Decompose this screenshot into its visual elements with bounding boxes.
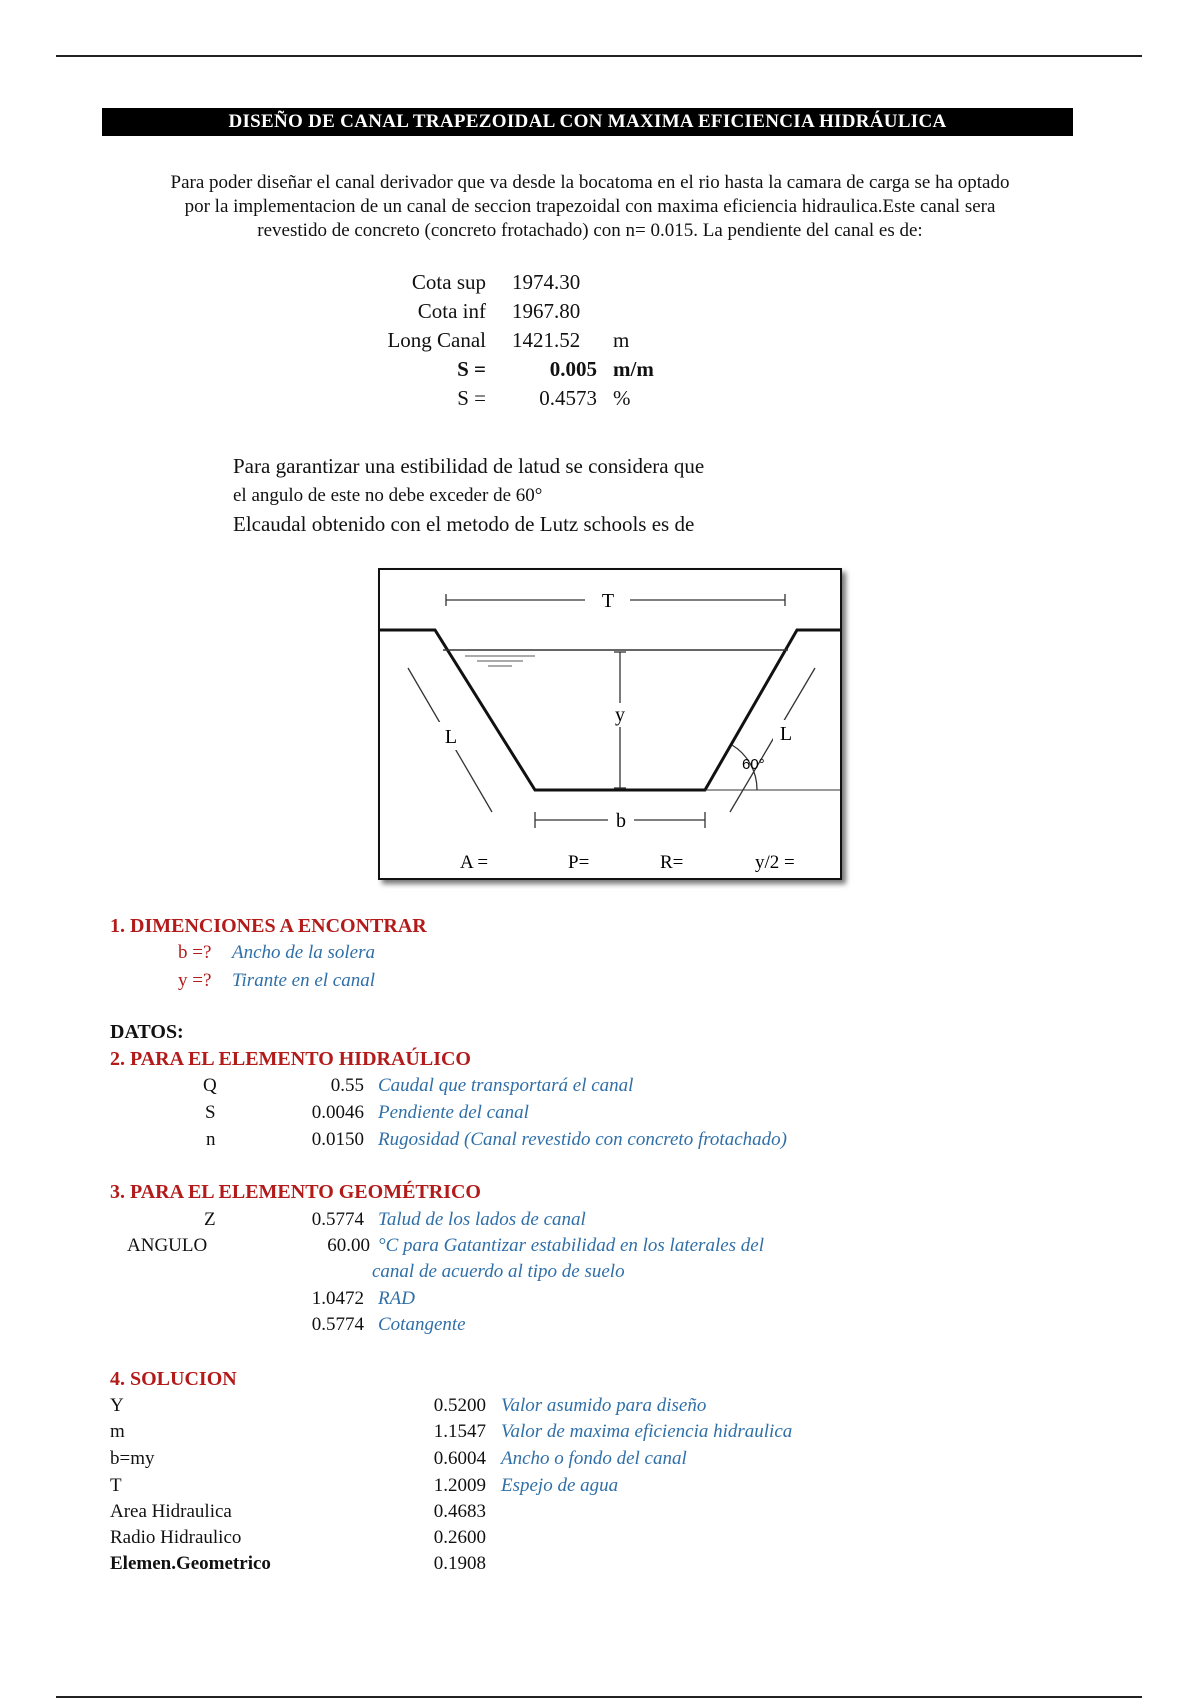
slope-label: Long Canal [387, 328, 486, 352]
param-value: 0.0150 [311, 1129, 364, 1150]
param-label: S [205, 1102, 216, 1123]
label-y: y [615, 704, 625, 726]
param-value: 1.0472 [311, 1288, 364, 1309]
section-3-heading: 3. PARA EL ELEMENTO GEOMÉTRICO [110, 1181, 481, 1203]
param-label: ANGULO [127, 1235, 208, 1256]
param-value: 0.5774 [311, 1209, 364, 1230]
intro-paragraph [110, 171, 1070, 243]
unknown-label: b =? [178, 942, 212, 963]
param-desc: canal de acuerdo al tipo de suelo [372, 1261, 625, 1282]
section-2-heading: 2. PARA EL ELEMENTO HIDRAÚLICO [110, 1048, 471, 1070]
param-desc: Talud de los lados de canal [378, 1209, 586, 1230]
slope-label: Cota inf [417, 299, 486, 323]
solution-label: Y [110, 1395, 124, 1416]
param-desc: Pendiente del canal [378, 1102, 529, 1123]
note-line: Elcaudal obtenido con el metodo de Lutz schools es de [233, 512, 695, 536]
slope-value: 0.005 [549, 357, 597, 381]
solution-desc: Espejo de agua [501, 1475, 619, 1496]
unknown-desc: Ancho de la solera [232, 942, 376, 963]
datos-label: DATOS: [110, 1021, 184, 1043]
param-value: 0.5774 [311, 1314, 364, 1335]
param-label: Q [203, 1075, 217, 1096]
slope-label: S = [457, 386, 486, 410]
bottom-rule [56, 1696, 1142, 1698]
slope-value: 1974.30 [512, 270, 581, 294]
slope-unit: m/m [613, 357, 654, 381]
solution-label: T [110, 1475, 122, 1496]
document-title: DISEÑO DE CANAL TRAPEZOIDAL CON MAXIMA EFICIENCIA HIDRÁULICA [102, 108, 1073, 136]
param-desc: RAD [378, 1288, 415, 1309]
slope-value: 1421.52 [512, 328, 581, 352]
solution-value: 0.2600 [433, 1527, 486, 1548]
param-desc: Cotangente [378, 1314, 466, 1335]
param-desc: °C para Gatantizar estabilidad en los laterales del [378, 1235, 765, 1256]
slope-unit: m [613, 328, 630, 352]
intro-line: Para poder diseñar el canal derivador que va desde la bocatoma en el rio hasta la camara de carga se ha optado [170, 172, 1010, 193]
slope-label: Cota sup [411, 270, 486, 294]
solution-label: Elemen.Geometrico [110, 1553, 271, 1574]
solution-desc: Ancho o fondo del canal [501, 1448, 687, 1469]
solution-value: 0.1908 [433, 1553, 486, 1574]
formula-area: A = [460, 852, 489, 873]
param-value: 0.0046 [311, 1102, 364, 1123]
unknown-label: y =? [178, 970, 212, 991]
section-1-heading: 1. DIMENCIONES A ENCONTRAR [110, 915, 427, 937]
solution-label: b=my [110, 1448, 155, 1469]
param-desc: Caudal que transportará el canal [378, 1075, 634, 1096]
solution-value: 0.4683 [433, 1501, 486, 1522]
solution-value: 0.5200 [433, 1395, 486, 1416]
section-4-heading: 4. SOLUCION [110, 1368, 237, 1390]
top-rule [56, 55, 1142, 57]
unknown-desc: Tirante en el canal [232, 970, 376, 991]
formula-radius: R= [660, 852, 684, 873]
solution-desc: Valor de maxima eficiencia hidraulica [501, 1421, 793, 1442]
slope-unit: % [613, 386, 631, 410]
slope-label: S = [457, 357, 486, 381]
formula-perimeter: P= [568, 852, 590, 873]
label-b: b [616, 810, 626, 832]
solution-label: Radio Hidraulico [110, 1527, 242, 1548]
param-label: Z [204, 1209, 216, 1230]
note-line: Para garantizar una estibilidad de latud se considera que [233, 454, 705, 478]
solution-value: 0.6004 [433, 1448, 486, 1469]
solution-label: m [110, 1421, 125, 1442]
param-value: 60.00 [327, 1235, 370, 1256]
slope-value: 1967.80 [512, 299, 581, 323]
solution-value: 1.2009 [433, 1475, 486, 1496]
solution-label: Area Hidraulica [110, 1501, 232, 1522]
intro-line: por la implementacion de un canal de seccion trapezoidal con maxima eficiencia hidraulica.Este canal sera [184, 196, 996, 217]
solution-desc: Valor asumido para diseño [501, 1395, 707, 1416]
param-value: 0.55 [330, 1075, 364, 1096]
slope-value: 0.4573 [539, 386, 597, 410]
param-desc: Rugosidad (Canal revestido con concreto frotachado) [378, 1129, 787, 1150]
trapezoid-figure [380, 570, 840, 878]
formula-half-depth: y/2 = [755, 852, 795, 873]
label-t: T [601, 590, 615, 612]
label-angle: 60° [742, 756, 765, 773]
solution-value: 1.1547 [433, 1421, 486, 1442]
trapezoid-diagram [378, 568, 842, 880]
intro-line: revestido de concreto (concreto frotachado) con n= 0.015. La pendiente del canal es de: [257, 220, 923, 241]
label-l-left: L [444, 726, 458, 748]
note-line: el angulo de este no debe exceder de 60° [233, 485, 543, 506]
param-label: n [206, 1129, 216, 1150]
label-l-right: L [779, 723, 793, 745]
